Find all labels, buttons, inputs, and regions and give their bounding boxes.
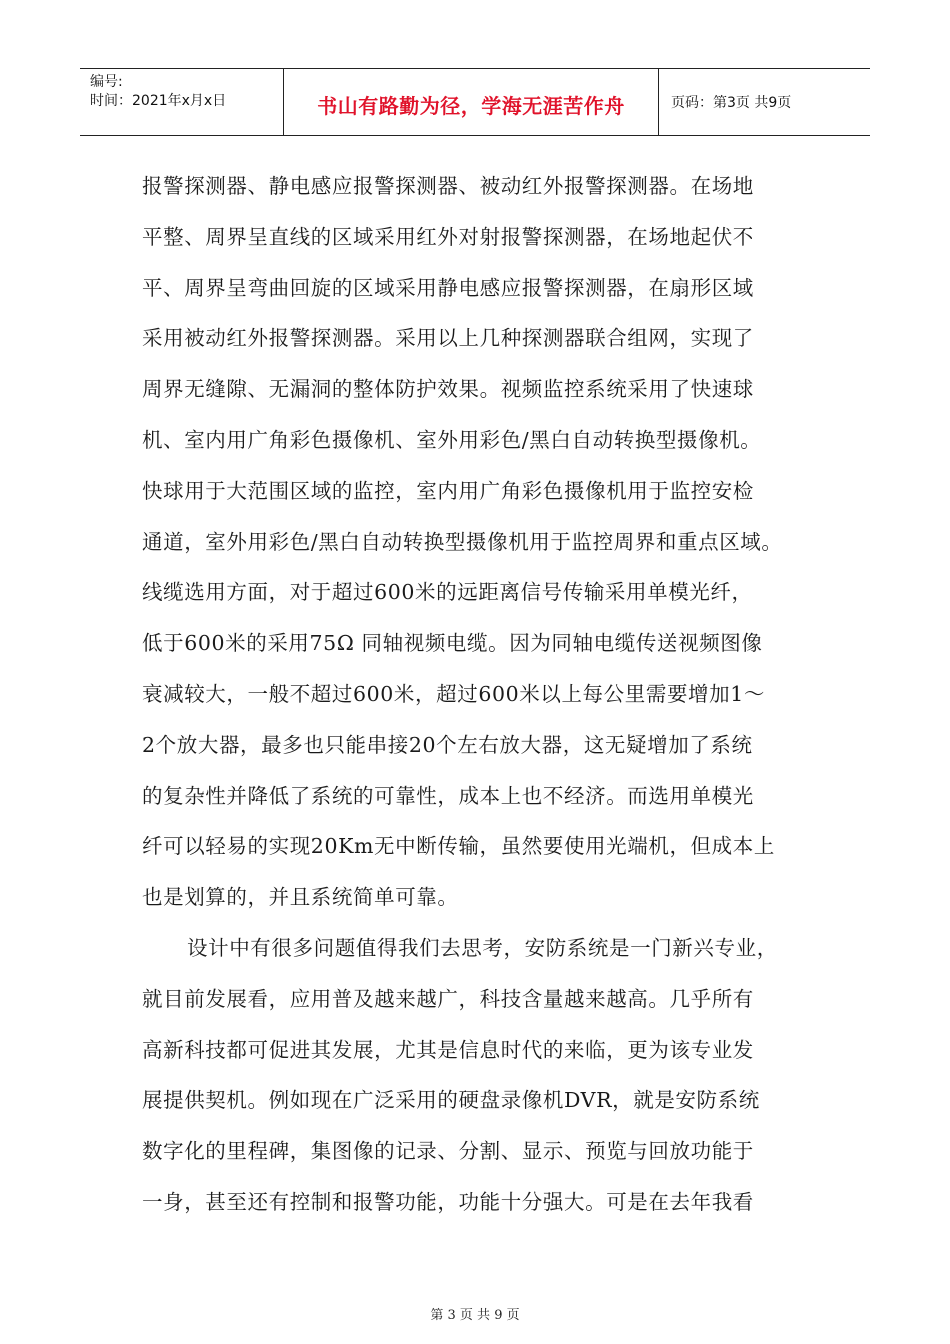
text-line: 的复杂性并降低了系统的可靠性，成本上也不经济。而选用单模光 <box>142 783 754 808</box>
text-line: 一身，甚至还有控制和报警功能，功能十分强大。可是在去年我看 <box>142 1189 754 1214</box>
time-label: 时间：2021年x月x日 <box>90 93 227 109</box>
document-header <box>80 68 870 136</box>
paragraph-first-line: 设计中有很多问题值得我们去思考，安防系统是一门新兴专业， <box>187 935 778 960</box>
header-page-cell <box>659 69 870 135</box>
text-line: 衰减较大，一般不超过600米，超过600米以上每公里需要增加1～ <box>142 681 765 706</box>
number-label: 编号: <box>90 74 123 90</box>
text-line: 通道，室外用彩色/黑白自动转换型摄像机用于监控周界和重点区域。 <box>142 529 783 554</box>
page-number-label: 页码：第3页 共9页 <box>671 95 792 111</box>
text-line: 纤可以轻易的实现20Km无中断传输，虽然要使用光端机，但成本上 <box>142 834 775 859</box>
motto-text: 书山有路勤为径，学海无涯苦作舟 <box>317 93 625 118</box>
text-line: 数字化的里程碑，集图像的记录、分割、显示、预览与回放功能于 <box>142 1139 754 1164</box>
text-line: 高新科技都可促进其发展，尤其是信息时代的来临，更为该专业发 <box>142 1037 754 1062</box>
text-line: 2个放大器，最多也只能串接20个左右放大器，这无疑增加了系统 <box>142 732 753 757</box>
text-line: 线缆选用方面，对于超过600米的远距离信号传输采用单模光纤， <box>142 580 753 605</box>
text-line: 就目前发展看，应用普及越来越广，科技含量越来越高。几乎所有 <box>142 986 754 1011</box>
header-meta-cell <box>80 69 284 135</box>
text-line: 平整、周界呈直线的区域采用红外对射报警探测器，在场地起伏不 <box>142 224 754 249</box>
page-footer <box>0 1304 950 1323</box>
text-line: 采用被动红外报警探测器。采用以上几种探测器联合组网，实现了 <box>142 326 754 351</box>
text-line: 报警探测器、静电感应报警探测器、被动红外报警探测器。在场地 <box>142 174 754 198</box>
document-body <box>142 161 812 1228</box>
text-line: 也是划算的，并且系统简单可靠。 <box>142 885 459 910</box>
text-line: 周界无缝隙、无漏洞的整体防护效果。视频监控系统采用了快速球 <box>142 377 754 402</box>
text-line: 展提供契机。例如现在广泛采用的硬盘录像机DVR，就是安防系统 <box>142 1088 760 1113</box>
footer-page-number: 第 3 页 共 9 页 <box>430 1308 520 1323</box>
text-line: 平、周界呈弯曲回旋的区域采用静电感应报警探测器，在扇形区域 <box>142 275 754 300</box>
text-line: 低于600米的采用75Ω 同轴视频电缆。因为同轴电缆传送视频图像 <box>142 631 763 656</box>
header-motto-cell <box>284 69 659 135</box>
text-line: 机、室内用广角彩色摄像机、室外用彩色/黑白自动转换型摄像机。 <box>142 427 762 452</box>
text-line: 快球用于大范围区域的监控，室内用广角彩色摄像机用于监控安检 <box>142 478 754 503</box>
